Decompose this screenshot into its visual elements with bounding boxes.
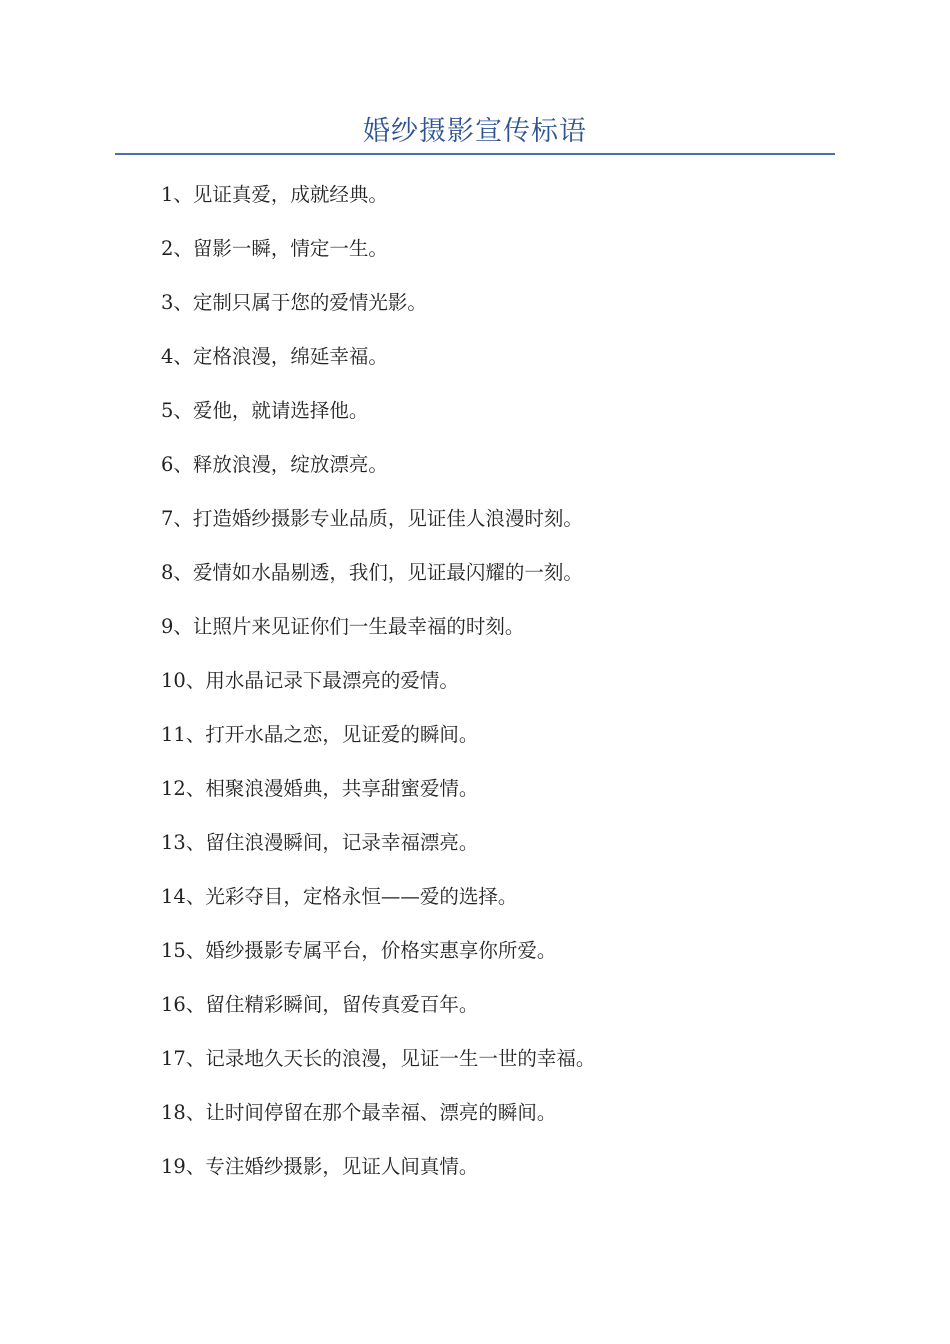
list-item: 5、爱他，就请选择他。 [161, 399, 369, 422]
list-item: 13、留住浪漫瞬间，记录幸福漂亮。 [161, 831, 479, 854]
list-item: 2、留影一瞬，情定一生。 [161, 237, 388, 260]
list-item: 12、相聚浪漫婚典，共享甜蜜爱情。 [161, 777, 479, 800]
list-item: 7、打造婚纱摄影专业品质，见证佳人浪漫时刻。 [161, 507, 583, 530]
list-item: 11、打开水晶之恋，见证爱的瞬间。 [161, 723, 479, 746]
list-item: 8、爱情如水晶剔透，我们，见证最闪耀的一刻。 [161, 561, 583, 584]
list-item: 10、用水晶记录下最漂亮的爱情。 [161, 669, 459, 692]
page-title: 婚纱摄影宣传标语 [363, 116, 587, 147]
list-item: 14、光彩夺目，定格永恒——爱的选择。 [161, 885, 518, 908]
list-item: 18、让时间停留在那个最幸福、漂亮的瞬间。 [161, 1101, 557, 1124]
list-item: 1、见证真爱，成就经典。 [161, 183, 388, 206]
list-item: 16、留住精彩瞬间，留传真爱百年。 [161, 993, 479, 1016]
list-item: 17、记录地久天长的浪漫，见证一生一世的幸福。 [161, 1047, 596, 1070]
slogan-list [161, 180, 595, 1206]
list-item: 15、婚纱摄影专属平台，价格实惠享你所爱。 [161, 939, 557, 962]
list-item: 6、释放浪漫，绽放漂亮。 [161, 453, 388, 476]
list-item: 3、定制只属于您的爱情光影。 [161, 291, 427, 314]
list-item: 4、定格浪漫，绵延幸福。 [161, 345, 388, 368]
list-item: 19、专注婚纱摄影，见证人间真情。 [161, 1155, 479, 1178]
list-item: 9、让照片来见证你们一生最幸福的时刻。 [161, 615, 525, 638]
title-underline [115, 153, 835, 155]
